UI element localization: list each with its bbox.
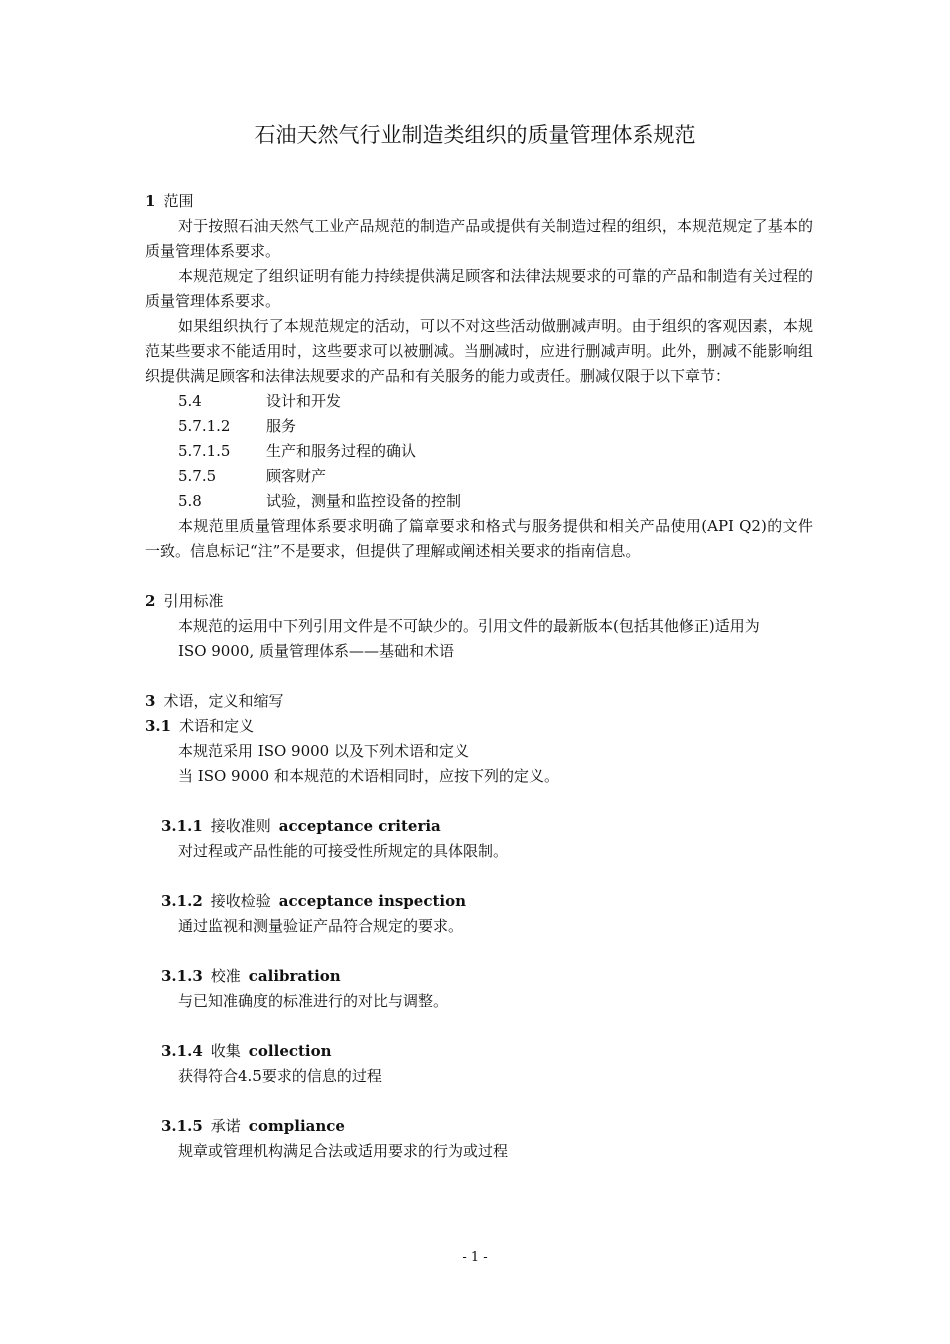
term-en: compliance [248,1117,345,1135]
term-heading [161,814,813,839]
paragraph: 当 ISO 9000 和本规范的术语相同时，应按下列的定义。 [178,767,559,785]
section-number: 2 [145,592,156,610]
paragraph: 本规范规定了组织证明有能力持续提供满足顾客和法律法规要求的可靠的产品和制造有关过程的质量管理体系要求。 [145,267,813,310]
section-title: 术语，定义和缩写 [163,692,284,710]
paragraph: 如果组织执行了本规范规定的活动，可以不对这些活动做删减声明。由于组织的客观因素，本规范某些要求不能适用时，这些要求可以被删减。当删减时，应进行删减声明。此外，删减不能影响组织提供满足顾客和法律法规要求的产品和有关服务的能力或责任。删减仅限于以下章节： [145,317,813,385]
section-1-heading [145,189,813,214]
term-definition: 与已知准确度的标准进行的对比与调整。 [178,992,449,1010]
clause-text: 试验，测量和监控设备的控制 [266,492,462,510]
term-number: 3.1.1 [161,817,203,835]
term-definition: 通过监视和测量验证产品符合规定的要求。 [178,917,464,935]
section-number: 1 [145,192,156,210]
term-number: 3.1.4 [161,1042,203,1060]
document-body [145,189,813,1164]
paragraph: 对于按照石油天然气工业产品规范的制造产品或提供有关制造过程的组织，本规范规定了基本的质量管理体系要求。 [145,217,813,260]
subsection-title: 术语和定义 [179,717,255,735]
term-heading [161,964,813,989]
clause-text: 生产和服务过程的确认 [266,442,417,460]
term-heading [161,889,813,914]
list-item [178,414,813,439]
term-heading [161,1039,813,1064]
term-definition: 获得符合4.5要求的信息的过程 [178,1067,382,1085]
clause-text: 顾客财产 [266,467,327,485]
list-item [178,464,813,489]
paragraph: 本规范的运用中下列引用文件是不可缺少的。引用文件的最新版本(包括其他修正)适用为 [178,617,760,635]
term-number: 3.1.3 [161,967,203,985]
list-item [178,389,813,414]
term-definition: 规章或管理机构满足合法或适用要求的行为或过程 [178,1142,509,1160]
term-cn: 接收准则 [210,817,271,835]
term-en: collection [248,1042,332,1060]
section-title: 引用标准 [163,592,224,610]
list-item [178,439,813,464]
term-number: 3.1.2 [161,892,203,910]
paragraph: 本规范里质量管理体系要求明确了篇章要求和格式与服务提供和相关产品使用(API Q2)的文件一致。信息标记“注”不是要求，但提供了理解或阐述相关要求的指南信息。 [145,517,813,560]
section-3-heading [145,689,813,714]
term-cn: 校准 [210,967,241,985]
page-number: - 1 - [462,1250,488,1265]
clause-text: 设计和开发 [266,392,342,410]
list-item [178,489,813,514]
term-number: 3.1.5 [161,1117,203,1135]
paragraph: 本规范采用 ISO 9000 以及下列术语和定义 [178,742,469,760]
section-title: 范围 [163,192,194,210]
clause-text: 服务 [266,417,297,435]
term-cn: 收集 [210,1042,241,1060]
term-cn: 承诺 [210,1117,241,1135]
term-en: acceptance inspection [278,892,467,910]
term-en: acceptance criteria [278,817,441,835]
clause-code: 5.7.1.5 [178,442,231,460]
document-title: 石油天然气行业制造类组织的质量管理体系规范 [254,123,696,147]
term-heading [161,1114,813,1139]
normative-reference: ISO 9000, 质量管理体系——基础和术语 [178,642,454,660]
term-cn: 接收检验 [210,892,271,910]
section-2-heading [145,589,813,614]
term-definition: 对过程或产品性能的可接受性所规定的具体限制。 [178,842,509,860]
exclusion-list [145,389,813,514]
clause-code: 5.4 [178,392,202,410]
clause-code: 5.8 [178,492,202,510]
clause-code: 5.7.5 [178,467,217,485]
term-en: calibration [248,967,341,985]
subsection-3-1-heading [145,714,813,739]
subsection-number: 3.1 [145,717,172,735]
section-number: 3 [145,692,156,710]
clause-code: 5.7.1.2 [178,417,231,435]
